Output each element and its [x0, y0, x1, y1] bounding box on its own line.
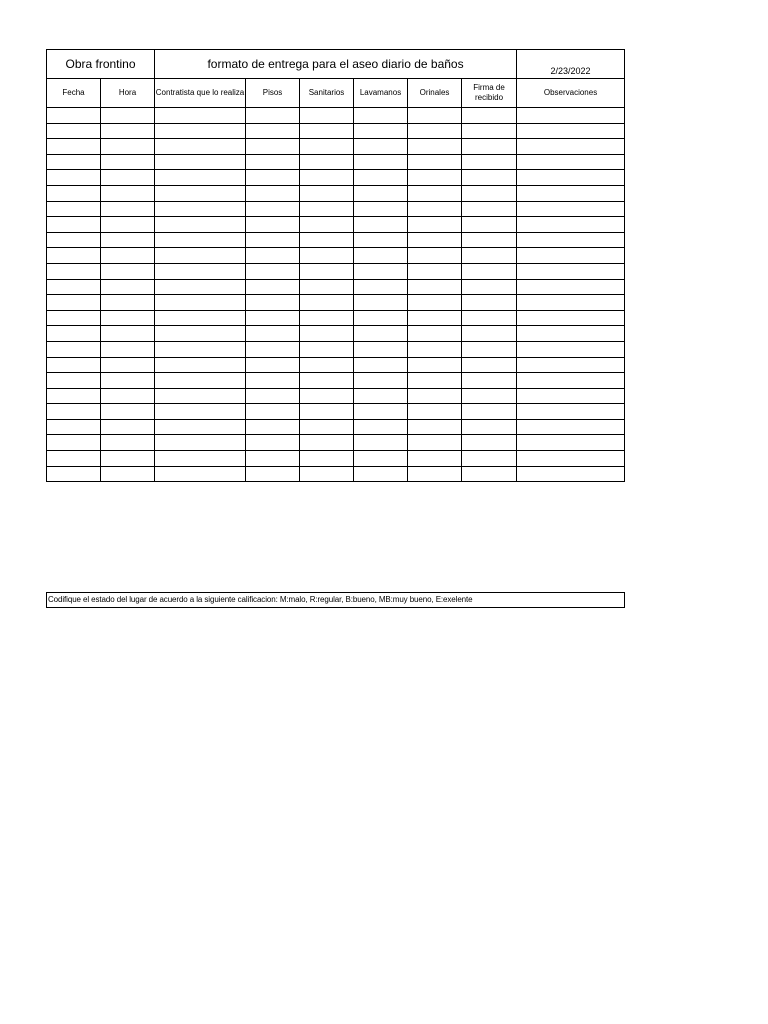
column-header-firma: Firma de recibido — [462, 79, 517, 108]
table-cell[interactable] — [408, 123, 462, 139]
table-row — [47, 466, 625, 482]
table-cell[interactable] — [517, 263, 625, 279]
table-cell[interactable] — [300, 357, 354, 373]
table-cell[interactable] — [246, 263, 300, 279]
table-cell[interactable] — [300, 232, 354, 248]
table-cell[interactable] — [246, 232, 300, 248]
table-cell[interactable] — [354, 123, 408, 139]
table-cell[interactable] — [101, 373, 155, 389]
table-cell[interactable] — [300, 185, 354, 201]
table-cell[interactable] — [101, 435, 155, 451]
table-cell[interactable] — [300, 419, 354, 435]
table-cell[interactable] — [354, 170, 408, 186]
table-cell[interactable] — [47, 279, 101, 295]
table-cell[interactable] — [155, 373, 246, 389]
table-cell[interactable] — [408, 326, 462, 342]
table-cell[interactable] — [101, 248, 155, 264]
table-cell[interactable] — [462, 185, 517, 201]
table-row — [47, 373, 625, 389]
column-header-lavamanos: Lavamanos — [354, 79, 408, 108]
table-cell[interactable] — [155, 263, 246, 279]
table-cell[interactable] — [155, 217, 246, 233]
table-cell[interactable] — [155, 435, 246, 451]
table-cell[interactable] — [155, 341, 246, 357]
table-cell[interactable] — [300, 263, 354, 279]
table-cell[interactable] — [354, 185, 408, 201]
table-cell[interactable] — [517, 341, 625, 357]
table-cell[interactable] — [517, 123, 625, 139]
table-cell[interactable] — [354, 139, 408, 155]
table-cell[interactable] — [246, 217, 300, 233]
table-cell[interactable] — [300, 279, 354, 295]
table-cell[interactable] — [408, 388, 462, 404]
table-cell[interactable] — [517, 466, 625, 482]
table-cell[interactable] — [462, 217, 517, 233]
table-cell[interactable] — [300, 326, 354, 342]
table-cell[interactable] — [155, 295, 246, 311]
table-cell[interactable] — [47, 435, 101, 451]
table-cell[interactable] — [300, 217, 354, 233]
table-cell[interactable] — [101, 341, 155, 357]
table-cell[interactable] — [462, 373, 517, 389]
table-cell[interactable] — [300, 139, 354, 155]
table-cell[interactable] — [517, 388, 625, 404]
table-cell[interactable] — [47, 232, 101, 248]
table-cell[interactable] — [246, 341, 300, 357]
table-cell[interactable] — [101, 419, 155, 435]
table-cell[interactable] — [354, 419, 408, 435]
column-header-sanitarios: Sanitarios — [300, 79, 354, 108]
table-cell[interactable] — [47, 404, 101, 420]
table-cell[interactable] — [47, 326, 101, 342]
table-cell[interactable] — [155, 108, 246, 124]
table-cell[interactable] — [246, 404, 300, 420]
table-cell[interactable] — [155, 139, 246, 155]
table-cell[interactable] — [517, 310, 625, 326]
table-cell[interactable] — [462, 341, 517, 357]
table-row — [47, 170, 625, 186]
rating-legend: Codifique el estado del lugar de acuerdo a la siguiente calificacion: M:malo, R:regular, B:bueno, MB:muy bueno, E:exelente — [46, 592, 625, 608]
table-cell[interactable] — [101, 451, 155, 467]
table-cell[interactable] — [408, 154, 462, 170]
table-cell[interactable] — [47, 310, 101, 326]
table-cell[interactable] — [300, 388, 354, 404]
table-row — [47, 154, 625, 170]
table-cell[interactable] — [300, 295, 354, 311]
table-cell[interactable] — [517, 232, 625, 248]
table-cell[interactable] — [101, 326, 155, 342]
table-cell[interactable] — [462, 310, 517, 326]
table-cell[interactable] — [517, 154, 625, 170]
table-cell[interactable] — [101, 108, 155, 124]
title-row — [47, 50, 625, 79]
table-cell[interactable] — [47, 295, 101, 311]
table-row — [47, 357, 625, 373]
table-cell[interactable] — [462, 139, 517, 155]
table-cell[interactable] — [246, 279, 300, 295]
table-cell[interactable] — [300, 451, 354, 467]
table-cell[interactable] — [517, 217, 625, 233]
table-cell[interactable] — [47, 341, 101, 357]
table-cell[interactable] — [246, 123, 300, 139]
table-cell[interactable] — [462, 154, 517, 170]
table-cell[interactable] — [408, 108, 462, 124]
table-cell[interactable] — [47, 388, 101, 404]
table-cell[interactable] — [462, 108, 517, 124]
table-row — [47, 435, 625, 451]
table-cell[interactable] — [101, 295, 155, 311]
table-row — [47, 248, 625, 264]
table-cell[interactable] — [300, 466, 354, 482]
column-header-fecha: Fecha — [47, 79, 101, 108]
table-cell[interactable] — [408, 295, 462, 311]
table-cell[interactable] — [408, 435, 462, 451]
table-cell[interactable] — [408, 341, 462, 357]
table-cell[interactable] — [354, 232, 408, 248]
table-cell[interactable] — [246, 108, 300, 124]
table-cell[interactable] — [155, 451, 246, 467]
table-cell[interactable] — [462, 123, 517, 139]
table-row — [47, 419, 625, 435]
table-cell[interactable] — [517, 295, 625, 311]
table-cell[interactable] — [300, 310, 354, 326]
table-cell[interactable] — [462, 248, 517, 264]
table-cell[interactable] — [462, 451, 517, 467]
column-header-contratista: Contratista que lo realiza — [155, 79, 246, 108]
table-cell[interactable] — [462, 279, 517, 295]
table-cell[interactable] — [408, 263, 462, 279]
table-cell[interactable] — [246, 373, 300, 389]
table-cell[interactable] — [155, 310, 246, 326]
table-cell[interactable] — [246, 139, 300, 155]
table-cell[interactable] — [155, 388, 246, 404]
column-header-row — [47, 79, 625, 108]
table-cell[interactable] — [101, 310, 155, 326]
table-cell[interactable] — [300, 154, 354, 170]
table-cell[interactable] — [408, 139, 462, 155]
table-cell[interactable] — [300, 123, 354, 139]
table-cell[interactable] — [300, 435, 354, 451]
table-cell[interactable] — [101, 388, 155, 404]
table-cell[interactable] — [246, 435, 300, 451]
table-cell[interactable] — [354, 310, 408, 326]
table-cell[interactable] — [354, 388, 408, 404]
table-row — [47, 451, 625, 467]
table-cell[interactable] — [155, 404, 246, 420]
table-cell[interactable] — [408, 248, 462, 264]
table-cell[interactable] — [246, 170, 300, 186]
column-header-observaciones: Observaciones — [517, 79, 625, 108]
table-cell[interactable] — [101, 232, 155, 248]
table-cell[interactable] — [354, 404, 408, 420]
table-cell[interactable] — [354, 279, 408, 295]
table-cell[interactable] — [155, 154, 246, 170]
table-cell[interactable] — [517, 170, 625, 186]
table-cell[interactable] — [101, 139, 155, 155]
table-cell[interactable] — [47, 419, 101, 435]
table-cell[interactable] — [47, 357, 101, 373]
table-cell[interactable] — [408, 373, 462, 389]
table-cell[interactable] — [408, 404, 462, 420]
table-cell[interactable] — [462, 388, 517, 404]
table-cell[interactable] — [47, 248, 101, 264]
table-cell[interactable] — [462, 419, 517, 435]
table-row — [47, 341, 625, 357]
table-cell[interactable] — [462, 232, 517, 248]
table-cell[interactable] — [300, 201, 354, 217]
table-cell[interactable] — [155, 279, 246, 295]
table-cell[interactable] — [354, 248, 408, 264]
table-cell[interactable] — [246, 248, 300, 264]
table-cell[interactable] — [408, 201, 462, 217]
table-row — [47, 295, 625, 311]
table-row — [47, 201, 625, 217]
table-cell[interactable] — [462, 170, 517, 186]
table-cell[interactable] — [517, 404, 625, 420]
table-cell[interactable] — [246, 154, 300, 170]
table-cell[interactable] — [246, 310, 300, 326]
table-cell[interactable] — [47, 263, 101, 279]
table-cell[interactable] — [47, 466, 101, 482]
table-cell[interactable] — [155, 170, 246, 186]
table-row — [47, 326, 625, 342]
table-cell[interactable] — [155, 232, 246, 248]
table-cell[interactable] — [408, 466, 462, 482]
table-cell[interactable] — [155, 419, 246, 435]
table-cell[interactable] — [354, 466, 408, 482]
table-cell[interactable] — [246, 357, 300, 373]
table-cell[interactable] — [408, 279, 462, 295]
table-row — [47, 263, 625, 279]
table-cell[interactable] — [101, 201, 155, 217]
table-cell[interactable] — [354, 357, 408, 373]
table-row — [47, 185, 625, 201]
table-cell[interactable] — [517, 185, 625, 201]
table-row — [47, 279, 625, 295]
table-cell[interactable] — [246, 185, 300, 201]
table-cell[interactable] — [354, 326, 408, 342]
table-row — [47, 139, 625, 155]
table-cell[interactable] — [246, 326, 300, 342]
table-cell[interactable] — [462, 295, 517, 311]
table-cell[interactable] — [517, 248, 625, 264]
table-cell[interactable] — [408, 357, 462, 373]
project-name-cell: Obra frontino — [47, 50, 155, 79]
table-row — [47, 123, 625, 139]
table-cell[interactable] — [101, 279, 155, 295]
table-cell[interactable] — [155, 357, 246, 373]
table-cell[interactable] — [354, 295, 408, 311]
table-cell[interactable] — [101, 404, 155, 420]
table-cell[interactable] — [408, 170, 462, 186]
table-cell[interactable] — [462, 201, 517, 217]
table-cell[interactable] — [47, 201, 101, 217]
table-cell[interactable] — [462, 404, 517, 420]
table-cell[interactable] — [408, 310, 462, 326]
table-cell[interactable] — [354, 341, 408, 357]
table-row — [47, 310, 625, 326]
table-cell[interactable] — [246, 466, 300, 482]
table-cell[interactable] — [246, 201, 300, 217]
form-title-cell: formato de entrega para el aseo diario de baños — [155, 50, 517, 79]
table-cell[interactable] — [300, 248, 354, 264]
table-cell[interactable] — [408, 232, 462, 248]
table-cell[interactable] — [101, 263, 155, 279]
table-cell[interactable] — [47, 373, 101, 389]
table-cell[interactable] — [354, 373, 408, 389]
table-cell[interactable] — [246, 451, 300, 467]
table-row — [47, 232, 625, 248]
table-cell[interactable] — [101, 170, 155, 186]
table-row — [47, 217, 625, 233]
table-cell[interactable] — [155, 185, 246, 201]
table-cell[interactable] — [101, 466, 155, 482]
table-cell[interactable] — [517, 139, 625, 155]
table-cell[interactable] — [47, 451, 101, 467]
table-cell[interactable] — [101, 357, 155, 373]
table-cell[interactable] — [354, 217, 408, 233]
table-cell[interactable] — [517, 279, 625, 295]
table-cell[interactable] — [47, 217, 101, 233]
column-header-orinales: Orinales — [408, 79, 462, 108]
table-cell[interactable] — [47, 185, 101, 201]
table-cell[interactable] — [462, 435, 517, 451]
table-cell[interactable] — [155, 326, 246, 342]
table-cell[interactable] — [517, 419, 625, 435]
table-row — [47, 388, 625, 404]
table-cell[interactable] — [101, 217, 155, 233]
table-cell[interactable] — [101, 123, 155, 139]
table-cell[interactable] — [101, 154, 155, 170]
table-cell[interactable] — [408, 217, 462, 233]
table-cell[interactable] — [300, 170, 354, 186]
table-cell[interactable] — [517, 373, 625, 389]
column-header-hora: Hora — [101, 79, 155, 108]
table-cell[interactable] — [517, 451, 625, 467]
table-cell[interactable] — [462, 466, 517, 482]
table-cell[interactable] — [101, 185, 155, 201]
table-cell[interactable] — [354, 154, 408, 170]
table-cell[interactable] — [300, 341, 354, 357]
table-cell[interactable] — [462, 326, 517, 342]
table-cell[interactable] — [517, 326, 625, 342]
table-cell[interactable] — [408, 185, 462, 201]
table-cell[interactable] — [155, 248, 246, 264]
table-row — [47, 108, 625, 124]
table-cell[interactable] — [408, 451, 462, 467]
table-cell[interactable] — [517, 357, 625, 373]
table-cell[interactable] — [155, 466, 246, 482]
date-cell: 2/23/2022 — [517, 50, 625, 79]
table-cell[interactable] — [354, 201, 408, 217]
table-cell[interactable] — [47, 170, 101, 186]
table-cell[interactable] — [354, 263, 408, 279]
table-cell[interactable] — [300, 108, 354, 124]
table-cell[interactable] — [300, 373, 354, 389]
table-cell[interactable] — [408, 419, 462, 435]
table-cell[interactable] — [354, 108, 408, 124]
table-cell[interactable] — [354, 435, 408, 451]
table-cell[interactable] — [47, 123, 101, 139]
column-header-pisos: Pisos — [246, 79, 300, 108]
table-cell[interactable] — [246, 388, 300, 404]
table-cell[interactable] — [300, 404, 354, 420]
table-cell[interactable] — [354, 451, 408, 467]
table-cell[interactable] — [155, 201, 246, 217]
table-cell[interactable] — [517, 435, 625, 451]
table-row — [47, 404, 625, 420]
table-cell[interactable] — [246, 419, 300, 435]
table-cell[interactable] — [246, 295, 300, 311]
table-cell[interactable] — [517, 201, 625, 217]
table-cell[interactable] — [155, 123, 246, 139]
table-cell[interactable] — [462, 357, 517, 373]
table-cell[interactable] — [462, 263, 517, 279]
table-cell[interactable] — [47, 108, 101, 124]
cleaning-log-table — [46, 49, 625, 482]
table-cell[interactable] — [47, 139, 101, 155]
table-cell[interactable] — [47, 154, 101, 170]
table-cell[interactable] — [517, 108, 625, 124]
